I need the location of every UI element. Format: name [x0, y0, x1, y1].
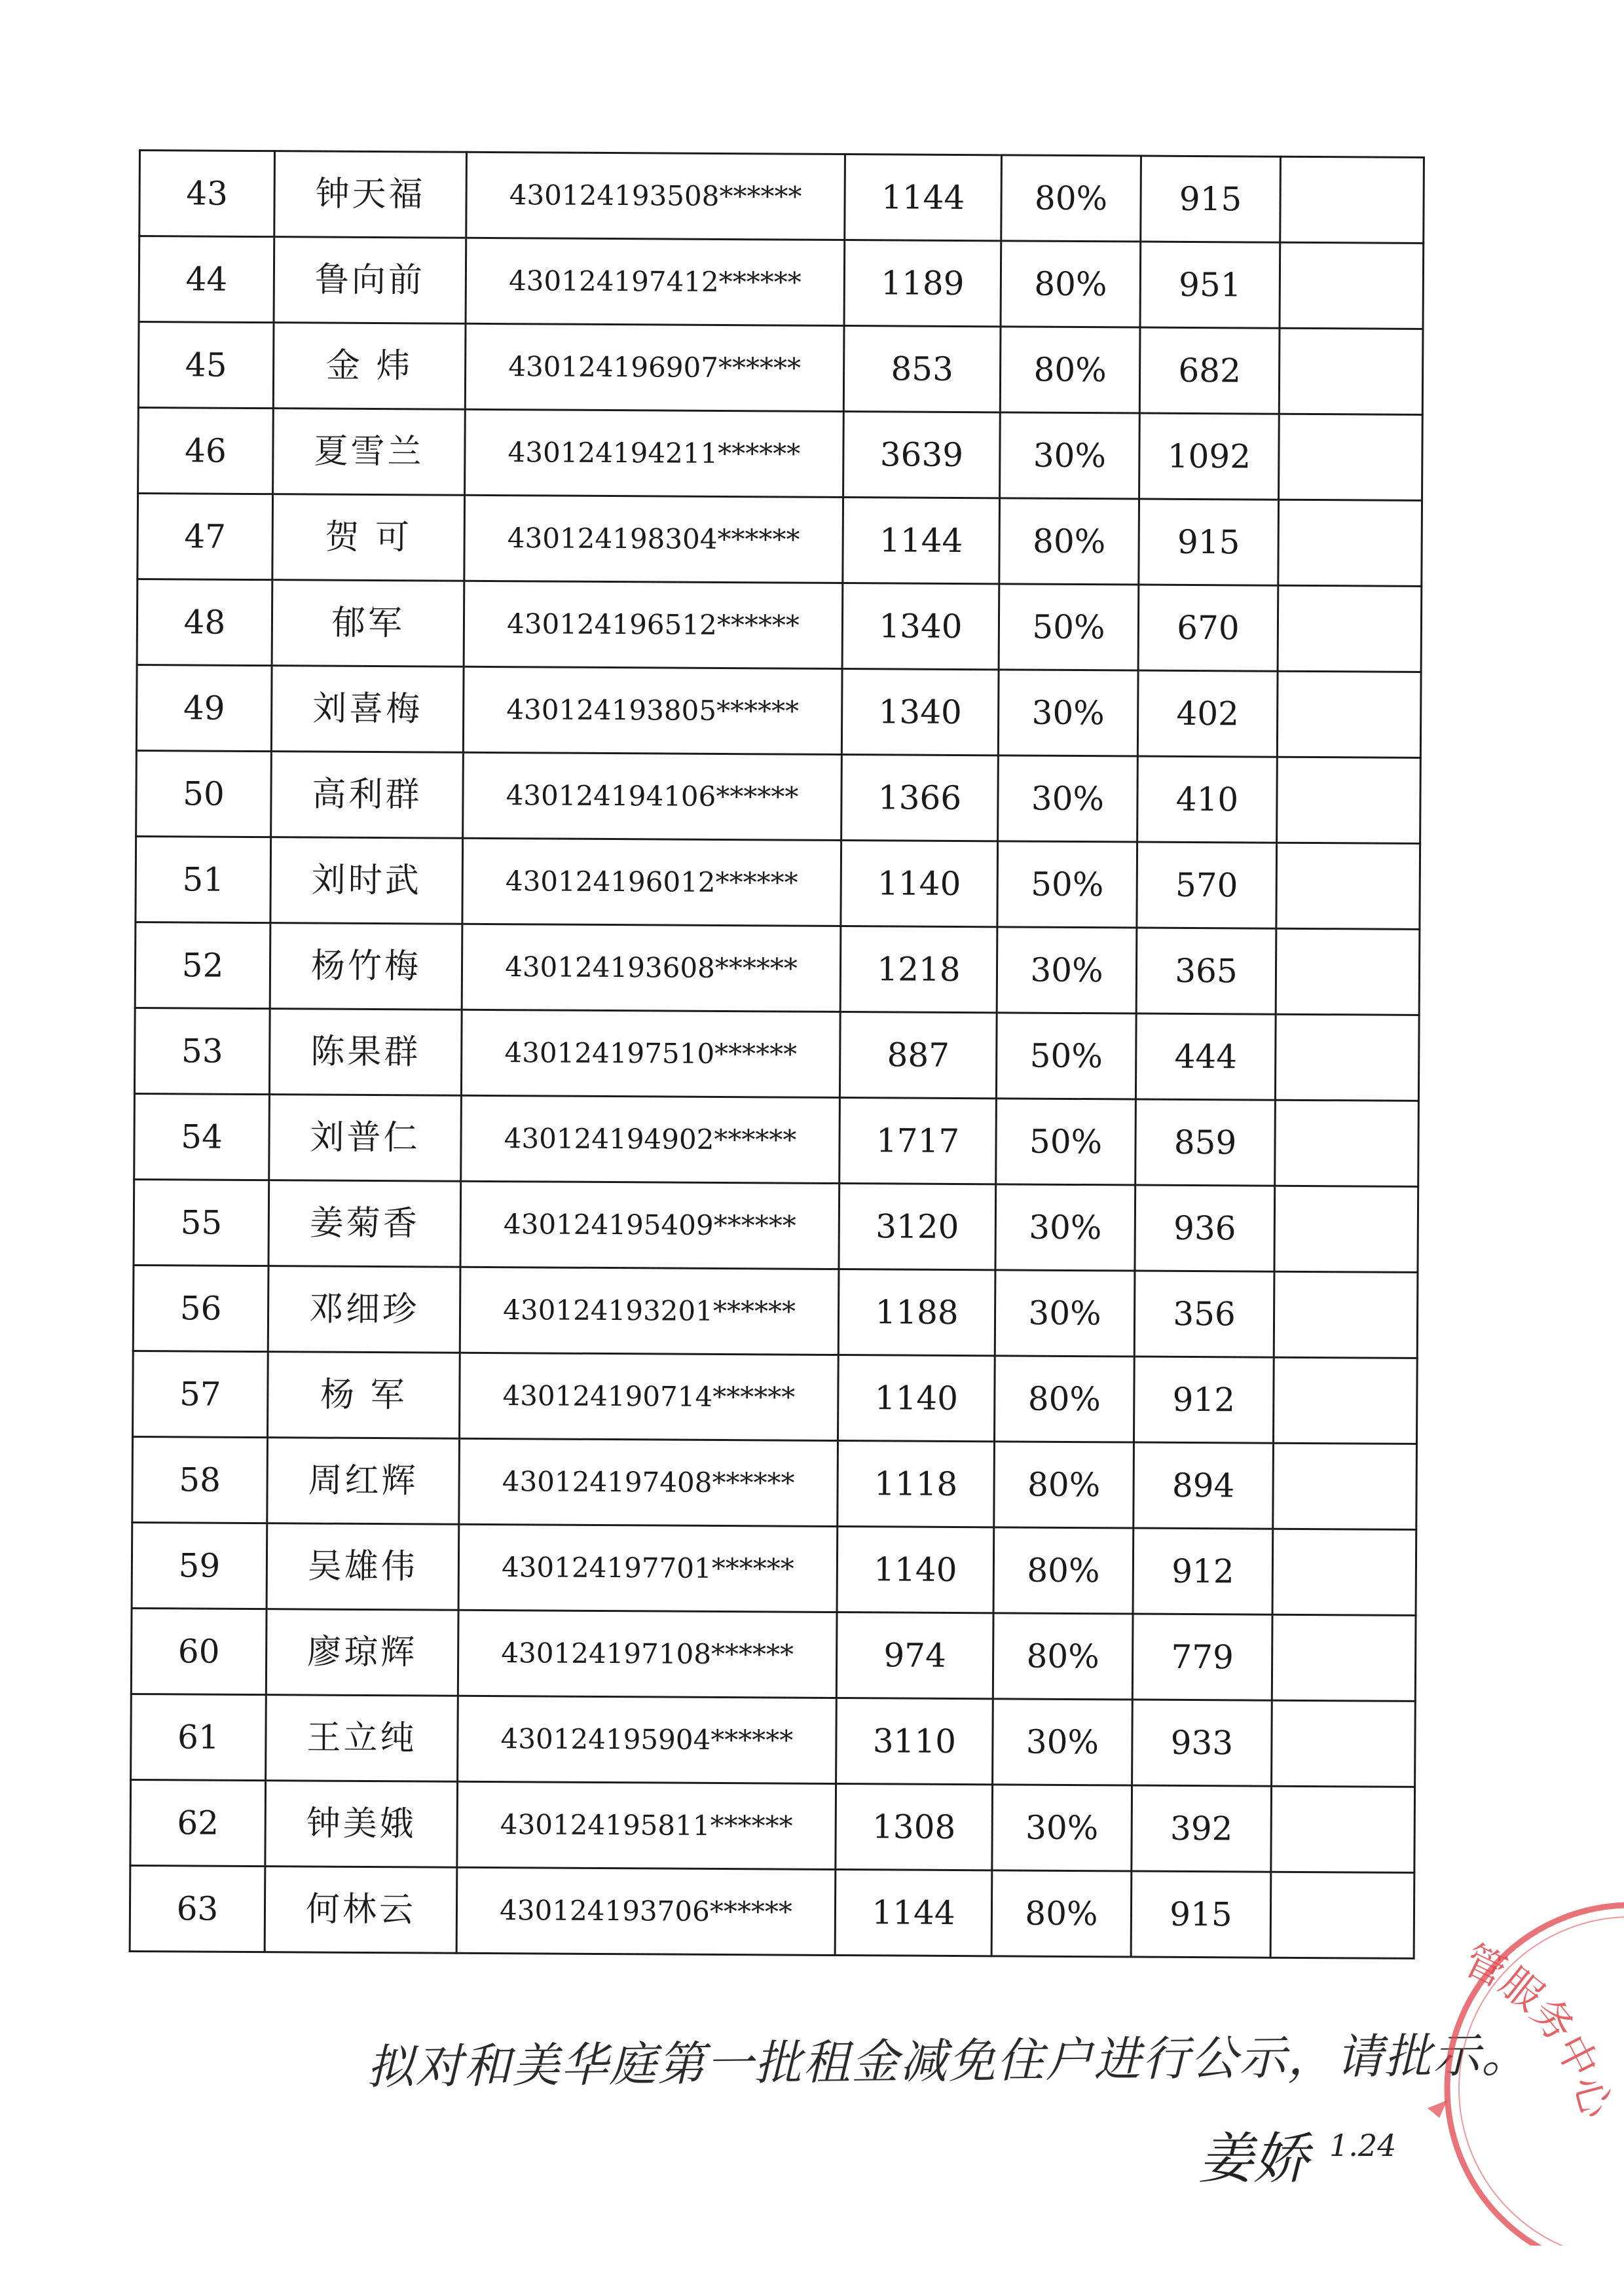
- remark-cell: [1280, 242, 1424, 329]
- seq-cell: 61: [131, 1694, 267, 1780]
- reduction-amount-cell: 951: [1140, 242, 1280, 328]
- name-cell: 郁军: [272, 580, 464, 667]
- rent-amount-cell: 3110: [836, 1698, 993, 1784]
- id-number-cell: 430124193201******: [460, 1267, 839, 1355]
- name-cell: 刘普仁: [269, 1095, 462, 1182]
- rent-amount-cell: 3639: [843, 412, 1001, 498]
- reduction-amount-cell: 365: [1136, 928, 1276, 1014]
- id-number-cell: 430124197412******: [466, 238, 845, 325]
- rent-amount-cell: 3120: [839, 1183, 996, 1269]
- rent-reduction-table: [129, 149, 1425, 1959]
- rent-amount-cell: 1144: [843, 498, 1000, 584]
- table-row: [133, 1265, 1418, 1358]
- reduction-rate-cell: 30%: [992, 1785, 1132, 1871]
- seq-cell: 47: [138, 494, 273, 580]
- remark-cell: [1274, 1271, 1418, 1358]
- table-row: [133, 1351, 1418, 1444]
- reduction-amount-cell: 444: [1135, 1013, 1276, 1100]
- seq-cell: 62: [130, 1779, 266, 1866]
- rent-amount-cell: 1144: [835, 1869, 992, 1956]
- red-seal-stamp: [1421, 1892, 1624, 2246]
- name-cell: 金 炜: [273, 323, 466, 410]
- table-row: [138, 408, 1423, 501]
- id-number-cell: 430124197408******: [459, 1438, 838, 1526]
- reduction-amount-cell: 570: [1137, 842, 1277, 928]
- name-cell: 王立纯: [266, 1695, 458, 1782]
- table-row: [134, 1008, 1419, 1101]
- seal-text: 管服务中心: [1456, 1935, 1621, 2123]
- reduction-amount-cell: 410: [1137, 756, 1278, 843]
- reduction-amount-cell: 915: [1139, 499, 1279, 585]
- reduction-rate-cell: 30%: [997, 927, 1137, 1013]
- seq-cell: 46: [138, 408, 274, 494]
- signature-name: 姜娇: [1198, 2126, 1309, 2191]
- remark-cell: [1274, 1186, 1418, 1272]
- id-number-cell: 430124195904******: [458, 1696, 837, 1783]
- name-cell: 杨 军: [268, 1352, 460, 1439]
- seq-cell: 52: [135, 922, 270, 1008]
- remark-cell: [1273, 1357, 1417, 1444]
- remark-cell: [1280, 156, 1424, 243]
- remark-cell: [1276, 928, 1420, 1015]
- seq-cell: 60: [131, 1608, 267, 1694]
- remark-cell: [1272, 1614, 1416, 1701]
- reduction-rate-cell: 80%: [1001, 241, 1141, 327]
- reduction-rate-cell: 30%: [995, 1184, 1135, 1271]
- seq-cell: 51: [136, 836, 271, 922]
- name-cell: 何林云: [265, 1867, 457, 1954]
- id-number-cell: 430124193508******: [466, 152, 845, 240]
- reduction-rate-cell: 50%: [997, 841, 1137, 928]
- name-cell: 吴雄伟: [267, 1523, 459, 1611]
- table-row: [134, 1093, 1419, 1186]
- reduction-amount-cell: 670: [1138, 585, 1278, 671]
- id-number-cell: 430124196907******: [465, 323, 844, 411]
- id-number-cell: 430124193706******: [456, 1867, 836, 1955]
- id-number-cell: 430124193608******: [462, 924, 841, 1011]
- table-row: [131, 1608, 1416, 1701]
- table-row: [136, 836, 1420, 929]
- table-row: [132, 1522, 1416, 1615]
- rent-amount-cell: 1340: [841, 669, 999, 756]
- rent-amount-cell: 1188: [838, 1269, 995, 1355]
- rent-amount-cell: 1189: [844, 240, 1001, 327]
- rent-amount-cell: 1118: [838, 1440, 995, 1527]
- remark-cell: [1273, 1443, 1417, 1529]
- reduction-rate-cell: 30%: [993, 1699, 1133, 1785]
- rent-amount-cell: 1717: [840, 1098, 997, 1184]
- name-cell: 高利群: [271, 752, 464, 839]
- remark-cell: [1276, 843, 1420, 929]
- seal-star-fragment: [1428, 2100, 1447, 2118]
- remark-cell: [1277, 757, 1421, 843]
- remark-cell: [1272, 1529, 1416, 1615]
- seq-cell: 49: [136, 665, 272, 751]
- reduction-amount-cell: 1092: [1139, 413, 1280, 500]
- rent-reduction-table-wrapper: [129, 149, 1409, 1959]
- remark-cell: [1272, 1700, 1416, 1787]
- reduction-amount-cell: 933: [1132, 1700, 1272, 1786]
- name-cell: 钟美娥: [265, 1781, 458, 1868]
- reduction-amount-cell: 682: [1139, 327, 1280, 414]
- seq-cell: 58: [132, 1436, 268, 1523]
- seq-cell: 43: [139, 151, 275, 237]
- remark-cell: [1279, 414, 1423, 500]
- remark-cell: [1277, 671, 1421, 757]
- name-cell: 夏雪兰: [273, 409, 466, 496]
- id-number-cell: 430124194106******: [463, 752, 842, 840]
- rent-amount-cell: 1340: [842, 583, 999, 670]
- reduction-amount-cell: 915: [1131, 1871, 1271, 1958]
- name-cell: 廖琼辉: [266, 1609, 458, 1696]
- rent-amount-cell: 853: [843, 326, 1001, 412]
- seq-cell: 63: [130, 1865, 265, 1952]
- name-cell: 钟天福: [274, 151, 467, 238]
- signature-date: 1.24: [1329, 2128, 1397, 2163]
- reduction-rate-cell: 80%: [999, 498, 1139, 585]
- seq-cell: 55: [134, 1179, 269, 1266]
- rent-amount-cell: 1366: [841, 755, 999, 841]
- id-number-cell: 430124198304******: [464, 495, 843, 583]
- table-row: [134, 1179, 1418, 1272]
- reduction-rate-cell: 50%: [996, 1013, 1136, 1099]
- reduction-rate-cell: 80%: [1000, 327, 1140, 413]
- name-cell: 贺 可: [272, 494, 465, 581]
- remark-cell: [1279, 328, 1423, 414]
- id-number-cell: 430124194211******: [465, 409, 844, 497]
- seq-cell: 50: [136, 750, 272, 837]
- reduction-rate-cell: 80%: [994, 1356, 1134, 1442]
- reduction-amount-cell: 915: [1141, 156, 1281, 242]
- reduction-rate-cell: 80%: [994, 1442, 1134, 1528]
- rent-amount-cell: 1218: [840, 926, 997, 1013]
- reduction-amount-cell: 779: [1132, 1614, 1272, 1700]
- name-cell: 周红辉: [267, 1438, 460, 1525]
- table-row: [130, 1865, 1414, 1958]
- table-row: [130, 1779, 1415, 1872]
- id-number-cell: 430124195811******: [457, 1781, 836, 1869]
- name-cell: 邓细珍: [268, 1266, 460, 1353]
- id-number-cell: 430124197510******: [461, 1010, 840, 1097]
- reduction-amount-cell: 912: [1133, 1528, 1273, 1614]
- remark-cell: [1271, 1786, 1415, 1872]
- reduction-amount-cell: 859: [1135, 1099, 1276, 1186]
- reduction-rate-cell: 50%: [996, 1099, 1136, 1185]
- reduction-amount-cell: 936: [1135, 1185, 1275, 1271]
- id-number-cell: 430124193805******: [463, 666, 842, 754]
- reduction-rate-cell: 30%: [998, 670, 1138, 756]
- reduction-rate-cell: 80%: [993, 1613, 1133, 1700]
- remark-cell: [1278, 500, 1422, 586]
- id-number-cell: 430124196512******: [464, 581, 843, 668]
- rent-amount-cell: 1308: [836, 1783, 993, 1870]
- table-body: [130, 151, 1424, 1959]
- table-row: [136, 750, 1421, 843]
- name-cell: 姜菊香: [268, 1180, 461, 1267]
- rent-amount-cell: 1140: [841, 841, 998, 927]
- seq-cell: 56: [133, 1265, 268, 1351]
- reduction-rate-cell: 30%: [1000, 412, 1140, 499]
- id-number-cell: 430124197108******: [458, 1610, 837, 1698]
- reduction-amount-cell: 392: [1132, 1785, 1272, 1872]
- id-number-cell: 430124196012******: [462, 838, 841, 926]
- seq-cell: 45: [138, 322, 274, 409]
- id-number-cell: 430124190714******: [460, 1353, 839, 1440]
- remark-cell: [1270, 1872, 1414, 1958]
- seq-cell: 53: [134, 1008, 270, 1094]
- table-row: [136, 665, 1421, 757]
- reduction-rate-cell: 80%: [993, 1527, 1134, 1614]
- table-row: [135, 922, 1420, 1015]
- reduction-amount-cell: 402: [1137, 670, 1278, 757]
- reduction-rate-cell: 30%: [995, 1270, 1135, 1357]
- table-row: [139, 236, 1424, 329]
- name-cell: 杨竹梅: [270, 923, 462, 1010]
- rent-amount-cell: 887: [840, 1012, 997, 1099]
- reduction-rate-cell: 80%: [1001, 155, 1141, 242]
- table-row: [138, 322, 1423, 415]
- name-cell: 鲁向前: [274, 237, 466, 324]
- rent-amount-cell: 974: [836, 1612, 993, 1698]
- reduction-rate-cell: 30%: [998, 756, 1138, 842]
- seq-cell: 48: [137, 579, 272, 665]
- rent-amount-cell: 1144: [845, 155, 1002, 241]
- reduction-rate-cell: 50%: [999, 584, 1139, 670]
- remark-cell: [1275, 1014, 1419, 1101]
- seq-cell: 54: [134, 1093, 270, 1180]
- table-row: [132, 1436, 1417, 1529]
- seq-cell: 57: [133, 1351, 268, 1437]
- table-row: [139, 151, 1424, 244]
- id-number-cell: 430124197701******: [458, 1524, 838, 1612]
- rent-amount-cell: 1140: [838, 1355, 995, 1441]
- id-number-cell: 430124195409******: [460, 1181, 840, 1269]
- remark-cell: [1278, 585, 1422, 672]
- table-row: [137, 579, 1422, 672]
- name-cell: 刘时武: [270, 837, 463, 924]
- table-row: [138, 494, 1422, 587]
- seq-cell: 44: [139, 236, 274, 323]
- id-number-cell: 430124194902******: [461, 1095, 840, 1183]
- table-row: [131, 1694, 1416, 1787]
- reduction-rate-cell: 80%: [991, 1870, 1132, 1957]
- reduction-amount-cell: 894: [1134, 1442, 1274, 1529]
- reduction-amount-cell: 912: [1134, 1357, 1274, 1443]
- seq-cell: 59: [132, 1522, 267, 1609]
- rent-amount-cell: 1140: [837, 1526, 994, 1613]
- handwritten-note: 拟对和美华庭第一批租金减免住户进行公示，请批示。: [366, 2027, 1530, 2095]
- name-cell: 陈果群: [269, 1009, 462, 1096]
- name-cell: 刘喜梅: [271, 666, 464, 753]
- remark-cell: [1275, 1100, 1419, 1186]
- reduction-amount-cell: 356: [1134, 1271, 1274, 1357]
